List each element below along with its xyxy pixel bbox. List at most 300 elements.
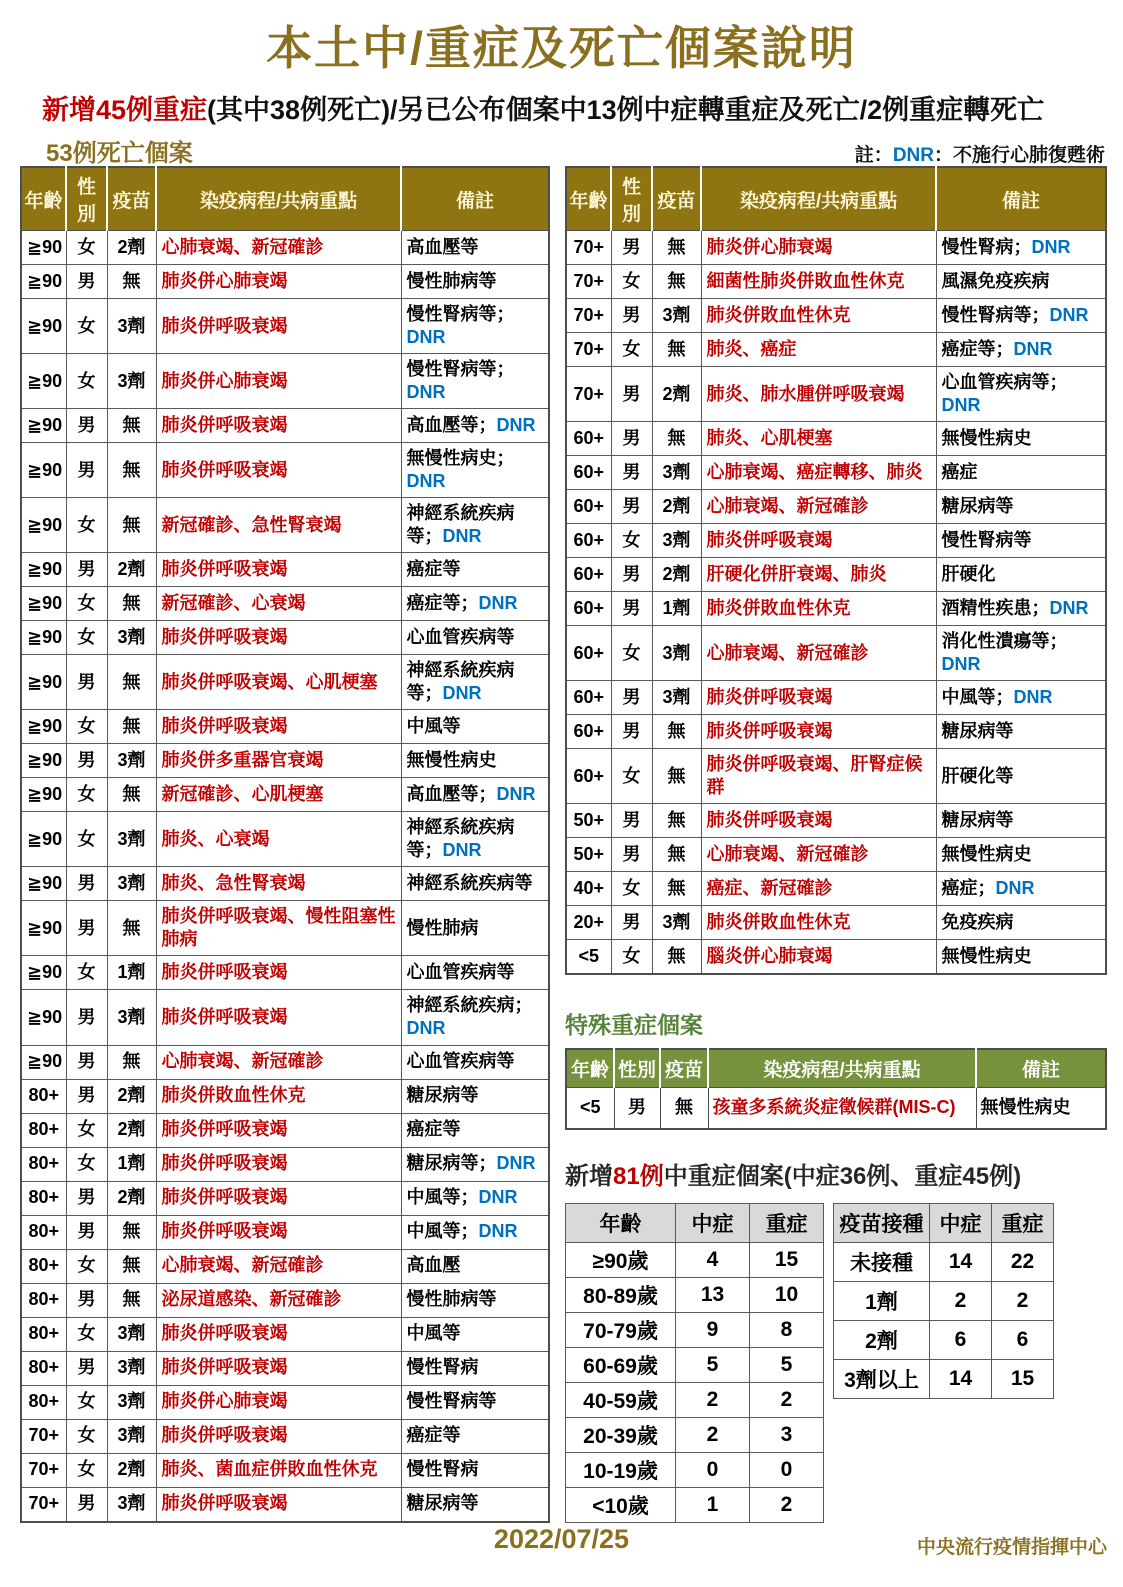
dnr-flag: DNR	[442, 840, 482, 861]
vaccine-cell: 2劑	[107, 1453, 156, 1487]
remark-cell: 糖尿病等	[401, 1079, 549, 1113]
table-row	[566, 422, 1106, 456]
vaccine-cell: 3劑	[652, 299, 701, 333]
vaccine-cell: 無	[107, 498, 156, 553]
remark-cell: 糖尿病等	[401, 1487, 549, 1522]
sex-cell: 男	[66, 901, 107, 956]
remark-text: 糖尿病等；	[406, 1153, 497, 1174]
category-cell: ≥90歲	[566, 1242, 676, 1277]
dnr-flag: DNR	[941, 395, 981, 416]
age-cell: 70+	[566, 231, 611, 265]
remark-cell: 高血壓	[401, 1249, 549, 1283]
remark-cell: 心血管疾病等	[401, 1045, 549, 1079]
table-row	[21, 901, 549, 956]
new-cases-highlight: 81例	[613, 1162, 664, 1190]
sex-cell: 男	[66, 1079, 107, 1113]
page-title: 本土中/重症及死亡個案說明	[266, 22, 857, 74]
course-cell: 肺炎併呼吸衰竭、慢性阻塞性肺病	[156, 901, 401, 956]
dnr-flag: DNR	[406, 382, 446, 403]
column-header: 性別	[611, 167, 652, 231]
table-row	[566, 1382, 824, 1417]
sex-cell: 男	[611, 715, 652, 749]
remark-cell: 風濕免疫疾病	[936, 265, 1106, 299]
course-cell: 孩童多系統炎症徵候群(MIS-C)	[708, 1088, 976, 1129]
sex-cell: 男	[66, 409, 107, 443]
table-row	[566, 1277, 824, 1312]
remark-cell	[401, 655, 549, 710]
table-row	[566, 367, 1106, 422]
table-row	[834, 1359, 1054, 1398]
sex-cell: 男	[611, 804, 652, 838]
case-table	[565, 1048, 1107, 1129]
table-row	[21, 744, 549, 778]
header-row	[566, 1203, 824, 1242]
sex-cell: 女	[66, 1317, 107, 1351]
age-cell: 60+	[566, 422, 611, 456]
sex-cell: 女	[66, 498, 107, 553]
sex-cell: 女	[66, 710, 107, 744]
table-row	[566, 299, 1106, 333]
table-row	[21, 354, 549, 409]
vaccine-cell: 無	[107, 1249, 156, 1283]
remark-cell: 中風等	[401, 710, 549, 744]
table-row	[566, 872, 1106, 906]
count-cell: 8	[750, 1312, 824, 1347]
remark-cell	[401, 1215, 549, 1249]
remark-cell: 癌症等	[401, 553, 549, 587]
age-cell: 60+	[566, 681, 611, 715]
table-row	[566, 681, 1106, 715]
column-header: 重症	[750, 1203, 824, 1242]
course-cell: 肺炎併呼吸衰竭	[156, 443, 401, 498]
vaccine-cell: 無	[652, 940, 701, 975]
vaccine-cell: 無	[107, 1215, 156, 1249]
sex-cell: 女	[66, 1113, 107, 1147]
course-cell: 心肺衰竭、新冠確診	[701, 626, 936, 681]
count-cell: 2	[992, 1281, 1054, 1320]
count-cell: 10	[750, 1277, 824, 1312]
case-table	[565, 166, 1107, 975]
course-cell: 新冠確診、心肌梗塞	[156, 778, 401, 812]
course-cell: 肺炎併呼吸衰竭	[156, 710, 401, 744]
age-cell: ≧90	[21, 901, 66, 956]
column-header: 疫苗	[107, 167, 156, 231]
count-cell: 13	[676, 1277, 750, 1312]
count-cell: 2	[676, 1382, 750, 1417]
sex-cell: 女	[66, 354, 107, 409]
course-cell: 心肺衰竭、新冠確診	[701, 490, 936, 524]
course-cell: 肺炎併敗血性休克	[156, 1079, 401, 1113]
summary-table	[565, 1203, 824, 1523]
table-row	[566, 626, 1106, 681]
table-row	[21, 1351, 549, 1385]
course-cell: 肺炎併心肺衰竭	[156, 1385, 401, 1419]
count-cell: 0	[676, 1452, 750, 1487]
age-cell: 50+	[566, 804, 611, 838]
course-cell: 肺炎併心肺衰竭	[701, 231, 936, 265]
vaccine-cell: 無	[107, 655, 156, 710]
age-cell: 70+	[21, 1453, 66, 1487]
table-row	[21, 1487, 549, 1522]
sex-cell: 男	[611, 490, 652, 524]
vaccine-cell: 無	[107, 1045, 156, 1079]
age-cell: ≧90	[21, 587, 66, 621]
age-cell: 80+	[21, 1283, 66, 1317]
course-cell: 肺炎併呼吸衰竭	[701, 524, 936, 558]
vaccine-cell: 無	[107, 587, 156, 621]
column-header: 備註	[936, 167, 1106, 231]
remark-text: 癌症等；	[406, 593, 479, 614]
vaccine-cell: 3劑	[107, 1419, 156, 1453]
course-cell: 肺炎、心肌梗塞	[701, 422, 936, 456]
new-cases-suffix: 中重症個案(中症36例、重症45例)	[663, 1162, 1022, 1190]
table-row	[566, 231, 1106, 265]
remark-cell: 癌症等	[401, 1113, 549, 1147]
age-cell: 70+	[566, 333, 611, 367]
category-cell: <10歲	[566, 1487, 676, 1522]
count-cell: 2	[750, 1382, 824, 1417]
remark-text: 高血壓等；	[406, 415, 497, 436]
vaccine-cell: 無	[107, 409, 156, 443]
remark-cell	[936, 299, 1106, 333]
course-cell: 肺炎併多重器官衰竭	[156, 744, 401, 778]
vaccine-cell: 無	[107, 901, 156, 956]
table-row	[21, 1283, 549, 1317]
remark-text: 神經系統疾病；	[406, 995, 533, 1016]
table-row	[566, 940, 1106, 975]
sex-cell: 女	[66, 956, 107, 990]
vaccine-cell: 3劑	[107, 744, 156, 778]
dnr-flag: DNR	[496, 415, 536, 436]
count-cell: 6	[992, 1320, 1054, 1359]
remark-cell: 糖尿病等	[936, 715, 1106, 749]
age-cell: 60+	[566, 490, 611, 524]
subtitle-highlight: 新增45例重症	[42, 95, 208, 125]
vaccine-cell: 3劑	[652, 626, 701, 681]
course-cell: 腦炎併心肺衰竭	[701, 940, 936, 975]
age-cell: ≧90	[21, 867, 66, 901]
vaccine-cell: 3劑	[652, 906, 701, 940]
remark-cell: 慢性腎病等	[936, 524, 1106, 558]
sex-cell: 女	[66, 778, 107, 812]
column-header: 年齡	[566, 167, 611, 231]
sex-cell: 女	[66, 299, 107, 354]
remark-cell	[936, 872, 1106, 906]
course-cell: 肺炎併呼吸衰竭、肝腎症候群	[701, 749, 936, 804]
remark-cell	[936, 231, 1106, 265]
table-row	[21, 1147, 549, 1181]
column-header: 備註	[401, 167, 549, 231]
vaccine-cell: 無	[107, 265, 156, 299]
vaccine-cell: 2劑	[107, 1113, 156, 1147]
count-cell: 1	[676, 1487, 750, 1522]
vaccine-cell: 3劑	[107, 867, 156, 901]
sex-cell: 男	[66, 1215, 107, 1249]
course-cell: 肺炎併呼吸衰竭	[701, 681, 936, 715]
remark-text: 慢性腎病等；	[406, 359, 515, 380]
course-cell: 肺炎併呼吸衰竭	[156, 1419, 401, 1453]
count-cell: 15	[750, 1242, 824, 1277]
table-row	[566, 456, 1106, 490]
age-cell: 80+	[21, 1147, 66, 1181]
cases-by-vaccine-table	[833, 1203, 1053, 1399]
vaccine-cell: 3劑	[107, 1317, 156, 1351]
dnr-flag: DNR	[478, 593, 518, 614]
category-cell: 60-69歲	[566, 1347, 676, 1382]
course-cell: 心肺衰竭、新冠確診	[156, 231, 401, 265]
vaccine-cell: 無	[652, 749, 701, 804]
right-column	[565, 166, 1105, 1523]
remark-cell: 糖尿病等	[936, 490, 1106, 524]
remark-text: 酒精性疾患；	[941, 598, 1050, 619]
table-row	[21, 231, 549, 265]
course-cell: 肺炎併呼吸衰竭	[156, 1317, 401, 1351]
remark-cell	[401, 443, 549, 498]
table-row	[21, 1079, 549, 1113]
remark-text: 慢性腎病等；	[941, 304, 1050, 325]
vaccine-cell: 無	[652, 231, 701, 265]
dnr-flag: DNR	[478, 1221, 518, 1242]
sex-cell: 女	[66, 1249, 107, 1283]
column-header: 性別	[66, 167, 107, 231]
table-row	[21, 299, 549, 354]
remark-cell: 無慢性病史	[976, 1088, 1106, 1129]
dnr-flag: DNR	[406, 1018, 446, 1039]
header-row	[566, 1049, 1106, 1088]
age-cell: 60+	[566, 524, 611, 558]
remark-text: 中風等；	[406, 1187, 479, 1208]
course-cell: 肺炎併呼吸衰竭	[156, 1215, 401, 1249]
remark-cell: 癌症等	[401, 1419, 549, 1453]
age-cell: ≧90	[21, 778, 66, 812]
sex-cell: 女	[66, 587, 107, 621]
vaccine-cell: 3劑	[107, 354, 156, 409]
course-cell: 心肺衰竭、新冠確診	[156, 1045, 401, 1079]
subtitle	[42, 88, 1102, 127]
column-header: 疫苗	[652, 167, 701, 231]
remark-text: 消化性潰瘍等；	[941, 631, 1068, 652]
count-cell: 5	[750, 1347, 824, 1382]
course-cell: 肺炎併呼吸衰竭	[701, 804, 936, 838]
remark-cell	[936, 367, 1106, 422]
course-cell: 新冠確診、急性腎衰竭	[156, 498, 401, 553]
table-row	[566, 1347, 824, 1382]
table-row	[21, 1113, 549, 1147]
column-header: 重症	[992, 1203, 1054, 1242]
table-row	[566, 333, 1106, 367]
remark-cell	[401, 778, 549, 812]
vaccine-cell: 3劑	[652, 524, 701, 558]
count-cell: 14	[930, 1359, 992, 1398]
course-cell: 肺炎、肺水腫併呼吸衰竭	[701, 367, 936, 422]
count-cell: 3	[750, 1417, 824, 1452]
column-header: 年齡	[566, 1203, 676, 1242]
remark-cell: 無慢性病史	[936, 940, 1106, 975]
vaccine-cell: 無	[107, 778, 156, 812]
sex-cell: 男	[66, 867, 107, 901]
column-header: 染疫病程/共病重點	[156, 167, 401, 231]
category-cell: 80-89歲	[566, 1277, 676, 1312]
dnr-flag: DNR	[1049, 598, 1089, 619]
remark-text: 神經系統疾病等；	[406, 503, 515, 547]
table-row	[21, 443, 549, 498]
age-cell: 60+	[566, 626, 611, 681]
dnr-flag: DNR	[406, 471, 446, 492]
sex-cell: 男	[66, 1351, 107, 1385]
special-severe-table	[565, 1048, 1105, 1129]
table-row	[21, 621, 549, 655]
course-cell: 肺炎併敗血性休克	[701, 592, 936, 626]
sex-cell: 女	[611, 872, 652, 906]
remark-cell: 慢性腎病	[401, 1453, 549, 1487]
remark-cell	[401, 354, 549, 409]
sex-cell: 男	[66, 1045, 107, 1079]
sex-cell: 女	[611, 265, 652, 299]
remark-cell: 無慢性病史	[401, 744, 549, 778]
remark-text: 神經系統疾病等；	[406, 660, 515, 704]
remark-cell	[936, 592, 1106, 626]
remark-cell: 神經系統疾病等	[401, 867, 549, 901]
table-row	[21, 265, 549, 299]
category-cell: 10-19歲	[566, 1452, 676, 1487]
vaccine-cell: 2劑	[652, 558, 701, 592]
course-cell: 肺炎併呼吸衰竭	[156, 956, 401, 990]
age-cell: 80+	[21, 1317, 66, 1351]
vaccine-cell: 3劑	[107, 621, 156, 655]
category-cell: 70-79歲	[566, 1312, 676, 1347]
age-cell: 80+	[21, 1249, 66, 1283]
sex-cell: 男	[66, 443, 107, 498]
age-cell: <5	[566, 1088, 614, 1129]
sex-cell: 男	[614, 1088, 660, 1129]
age-cell: 40+	[566, 872, 611, 906]
course-cell: 肺炎併心肺衰竭	[156, 354, 401, 409]
remark-cell	[401, 409, 549, 443]
footer-org: 中央流行疫情指揮中心	[916, 1537, 1107, 1558]
dnr-flag: DNR	[1013, 687, 1053, 708]
count-cell: 2	[676, 1417, 750, 1452]
sex-cell: 男	[611, 456, 652, 490]
table-row	[566, 1088, 1106, 1129]
age-cell: 80+	[21, 1215, 66, 1249]
sex-cell: 男	[611, 231, 652, 265]
dnr-flag: DNR	[442, 526, 482, 547]
column-header: 中症	[930, 1203, 992, 1242]
sex-cell: 男	[611, 299, 652, 333]
vaccine-cell: 3劑	[107, 1385, 156, 1419]
vaccine-cell: 3劑	[107, 812, 156, 867]
remark-text: 中風等；	[941, 687, 1014, 708]
sex-cell: 女	[611, 940, 652, 975]
remark-text: 神經系統疾病等；	[406, 817, 515, 861]
dnr-note	[855, 140, 1105, 167]
table-row	[21, 1385, 549, 1419]
header-row	[834, 1203, 1054, 1242]
remark-cell: 慢性肺病等	[401, 1283, 549, 1317]
course-cell: 肺炎、急性腎衰竭	[156, 867, 401, 901]
subtitle-rest: (其中38例死亡)/另已公布個案中13例中症轉重症及死亡/2例重症轉死亡	[207, 95, 1045, 125]
vaccine-cell: 無	[107, 710, 156, 744]
column-header: 中症	[676, 1203, 750, 1242]
course-cell: 肺炎、癌症	[701, 333, 936, 367]
sex-cell: 男	[611, 367, 652, 422]
course-cell: 肺炎、菌血症併敗血性休克	[156, 1453, 401, 1487]
age-cell: 70+	[566, 367, 611, 422]
count-cell: 5	[676, 1347, 750, 1382]
remark-text: 無慢性病史；	[406, 448, 515, 469]
remark-cell	[401, 1147, 549, 1181]
table-row	[21, 409, 549, 443]
age-cell: 70+	[566, 265, 611, 299]
course-cell: 肺炎併呼吸衰竭	[156, 1147, 401, 1181]
age-cell: 60+	[566, 592, 611, 626]
remark-cell	[936, 681, 1106, 715]
vaccine-cell: 2劑	[107, 1079, 156, 1113]
age-cell: 80+	[21, 1351, 66, 1385]
dnr-flag: DNR	[941, 654, 981, 675]
column-header: 年齡	[566, 1049, 614, 1088]
vaccine-cell: 1劑	[652, 592, 701, 626]
count-cell: 2	[930, 1281, 992, 1320]
sex-cell: 男	[66, 990, 107, 1045]
remark-cell	[936, 626, 1106, 681]
table-row	[566, 1242, 824, 1277]
table-row	[566, 524, 1106, 558]
header-row	[21, 167, 549, 231]
sex-cell: 男	[66, 1487, 107, 1522]
vaccine-cell: 無	[107, 1283, 156, 1317]
course-cell: 肺炎併呼吸衰竭	[156, 1487, 401, 1522]
remark-cell: 無慢性病史	[936, 422, 1106, 456]
vaccine-cell: 2劑	[652, 490, 701, 524]
course-cell: 心肺衰竭、新冠確診	[701, 838, 936, 872]
remark-text: 癌症；	[941, 878, 996, 899]
category-cell: 20-39歲	[566, 1417, 676, 1452]
column-header: 性別	[614, 1049, 660, 1088]
category-cell: 40-59歲	[566, 1382, 676, 1417]
course-cell: 細菌性肺炎併敗血性休克	[701, 265, 936, 299]
table-row	[21, 587, 549, 621]
count-cell: 14	[930, 1242, 992, 1281]
course-cell: 肺炎、心衰竭	[156, 812, 401, 867]
course-cell: 肺炎併呼吸衰竭	[156, 1181, 401, 1215]
remark-cell	[401, 1181, 549, 1215]
age-cell: ≧90	[21, 299, 66, 354]
course-cell: 新冠確診、心衰竭	[156, 587, 401, 621]
vaccine-cell: 無	[660, 1088, 708, 1129]
table-row	[21, 867, 549, 901]
table-row	[566, 558, 1106, 592]
death-table-left	[20, 166, 548, 1523]
age-cell: 80+	[21, 1181, 66, 1215]
age-cell: ≧90	[21, 710, 66, 744]
vaccine-cell: 無	[652, 838, 701, 872]
dnr-flag: DNR	[406, 327, 446, 348]
category-cell: 2劑	[834, 1320, 930, 1359]
dnr-flag: DNR	[496, 1153, 536, 1174]
remark-cell	[401, 990, 549, 1045]
table-row	[566, 1312, 824, 1347]
vaccine-cell: 3劑	[652, 456, 701, 490]
summary-tables	[565, 1203, 1105, 1523]
age-cell: 50+	[566, 838, 611, 872]
age-cell: ≧90	[21, 621, 66, 655]
age-cell: 60+	[566, 558, 611, 592]
age-cell: 80+	[21, 1113, 66, 1147]
sex-cell: 男	[66, 655, 107, 710]
vaccine-cell: 2劑	[652, 367, 701, 422]
remark-cell: 中風等	[401, 1317, 549, 1351]
